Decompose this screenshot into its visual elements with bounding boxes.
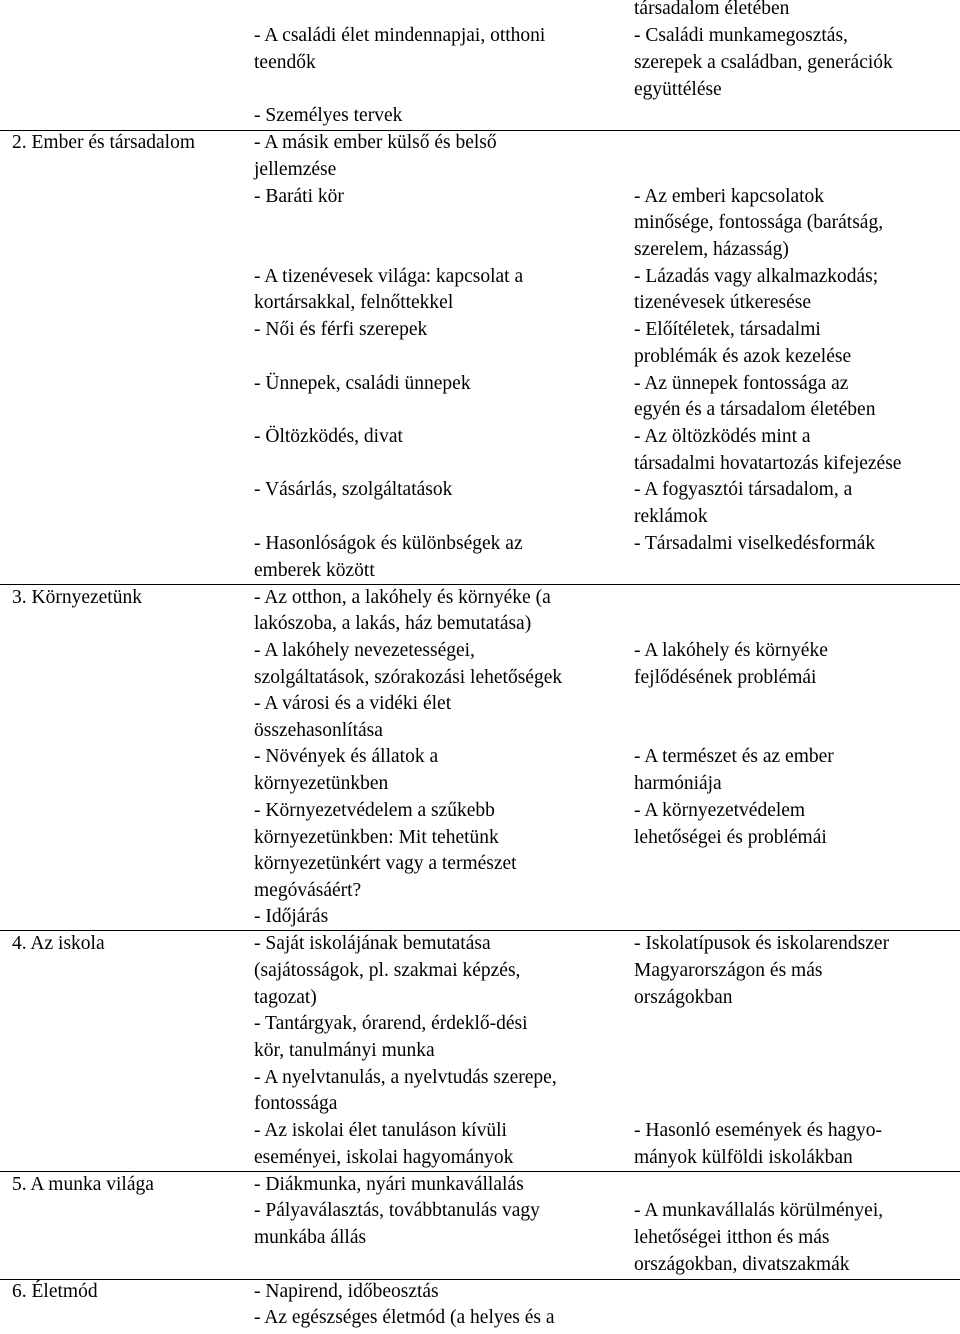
table-cell-line: - Az emberi kapcsolatok bbox=[634, 186, 825, 207]
table-cell-line: - Iskolatípusok és iskolarendszer bbox=[634, 933, 890, 954]
table-cell-line: Magyarországon és más bbox=[634, 960, 823, 981]
table-cell-line: - Növények és állatok a bbox=[254, 746, 439, 767]
table-cell-line: szerepek a családban, generációk bbox=[634, 52, 893, 73]
table-cell-line: teendők bbox=[254, 52, 316, 73]
table-cell-line: - Saját iskolájának bemutatása bbox=[254, 933, 491, 954]
table-cell-line: - Lázadás vagy alkalmazkodás; bbox=[634, 266, 879, 287]
table-cell-line: reklámok bbox=[634, 506, 708, 527]
table-cell-line: - A természet és az ember bbox=[634, 746, 834, 767]
table-cell-line: - A lakóhely és környéke bbox=[634, 640, 828, 661]
table-cell-line: megóvásáért? bbox=[254, 880, 362, 901]
table-cell-line: - Tantárgyak, órarend, érdeklő-dési bbox=[254, 1013, 528, 1034]
table-cell-line: - A környezetvédelem bbox=[634, 800, 806, 821]
table-cell-line: - A nyelvtanulás, a nyelvtudás szerepe, bbox=[254, 1067, 557, 1088]
table-cell-line: lehetőségei és problémái bbox=[634, 827, 827, 848]
table-cell-line: - Vásárlás, szolgáltatások bbox=[254, 479, 453, 500]
table-cell-line: - Családi munkamegosztás, bbox=[634, 25, 848, 46]
table-cell-line: - Diákmunka, nyári munkavállalás bbox=[254, 1174, 524, 1195]
table-cell-line: - Környezetvédelem a szűkebb bbox=[254, 800, 495, 821]
table-cell-line: - A lakóhely nevezetességei, bbox=[254, 640, 475, 661]
table-cell-line: szolgáltatások, szórakozási lehetőségek bbox=[254, 667, 563, 688]
table-cell-line: - Időjárás bbox=[254, 906, 329, 927]
table-cell-line: harmóniája bbox=[634, 773, 722, 794]
table-cell-line: összehasonlítása bbox=[254, 720, 383, 741]
table-cell-line: környezetünkért vagy a természet bbox=[254, 853, 517, 874]
table-cell-line: problémák és azok kezelése bbox=[634, 346, 852, 367]
table-cell-line: - Baráti kör bbox=[254, 186, 344, 207]
table-cell-line: - A családi élet mindennapjai, otthoni bbox=[254, 25, 546, 46]
table-cell-line: lehetőségei itthon és más bbox=[634, 1227, 830, 1248]
table-cell-line: lakószoba, a lakás, ház bemutatása) bbox=[254, 613, 532, 634]
table-cell-line: kortársakkal, felnőttekkel bbox=[254, 292, 454, 313]
table-cell-line: jellemzése bbox=[254, 159, 337, 180]
table-cell-line: - Női és férfi szerepek bbox=[254, 319, 428, 340]
table-cell-line: szerelem, házasság) bbox=[634, 239, 789, 260]
table-cell-line: társadalmi hovatartozás kifejezése bbox=[634, 453, 902, 474]
table-cell-line: mányok külföldi iskolákban bbox=[634, 1147, 853, 1168]
table-cell-line: - Az egészséges életmód (a helyes és a bbox=[254, 1307, 555, 1328]
table-cell-line: kör, tanulmányi munka bbox=[254, 1040, 435, 1061]
table-cell-line: tagozat) bbox=[254, 987, 317, 1008]
table-cell-line: tizenévesek útkeresése bbox=[634, 292, 812, 313]
table-cell-line: 5. A munka világa bbox=[12, 1174, 154, 1195]
table-cell-line: együttélése bbox=[634, 79, 722, 100]
table-cell-line: 3. Környezetünk bbox=[12, 587, 142, 608]
table-cell-line: - Társadalmi viselkedésformák bbox=[634, 533, 876, 554]
table-cell-line: (sajátosságok, pl. szakmai képzés, bbox=[254, 960, 521, 981]
table-cell-line: - A tizenévesek világa: kapcsolat a bbox=[254, 266, 524, 287]
table-cell-line: emberek között bbox=[254, 560, 375, 581]
row-divider bbox=[0, 1279, 960, 1280]
table-cell-line: - Személyes tervek bbox=[254, 105, 403, 126]
table-cell-line: országokban bbox=[634, 987, 733, 1008]
table-cell-line: - Napirend, időbeosztás bbox=[254, 1281, 439, 1302]
table-cell-line: munkába állás bbox=[254, 1227, 367, 1248]
table-cell-line: - Hasonlóságok és különbségek az bbox=[254, 533, 523, 554]
table-cell-line: - Az otthon, a lakóhely és környéke (a bbox=[254, 587, 551, 608]
table-cell-line: egyén és a társadalom életében bbox=[634, 399, 876, 420]
table-cell-line: - Az iskolai élet tanuláson kívüli bbox=[254, 1120, 507, 1141]
table-cell-line: - Pályaválasztás, továbbtanulás vagy bbox=[254, 1200, 540, 1221]
table-cell-line: - A városi és a vidéki élet bbox=[254, 693, 452, 714]
table-cell-line: fejlődésének problémái bbox=[634, 667, 817, 688]
table-cell-line: - Ünnepek, családi ünnepek bbox=[254, 373, 471, 394]
table-cell-line: - Öltözködés, divat bbox=[254, 426, 403, 447]
table-cell-line: 4. Az iskola bbox=[12, 933, 105, 954]
table-cell-line: társadalom életében bbox=[634, 0, 790, 19]
table-cell-line: környezetünkben bbox=[254, 773, 389, 794]
table-cell-line: 2. Ember és társadalom bbox=[12, 132, 196, 153]
table-cell-line: eseményei, iskolai hagyományok bbox=[254, 1147, 514, 1168]
table-cell-line: - Az öltözködés mint a bbox=[634, 426, 811, 447]
table-cell-line: - Hasonló események és hagyo- bbox=[634, 1120, 883, 1141]
table-cell-line: minősége, fontossága (barátság, bbox=[634, 212, 884, 233]
table-cell-line: fontossága bbox=[254, 1093, 338, 1114]
table-cell-line: - Előítéletek, társadalmi bbox=[634, 319, 821, 340]
table-cell-line: - Az ünnepek fontossága az bbox=[634, 373, 849, 394]
table-cell-line: - A fogyasztói társadalom, a bbox=[634, 479, 853, 500]
table-cell-line: országokban, divatszakmák bbox=[634, 1254, 850, 1275]
table-cell-line: - A munkavállalás körülményei, bbox=[634, 1200, 884, 1221]
table-cell-line: környezetünkben: Mit tehetünk bbox=[254, 827, 499, 848]
table-cell-line: - A másik ember külső és belső bbox=[254, 132, 497, 153]
table-cell-line: 6. Életmód bbox=[12, 1281, 98, 1302]
